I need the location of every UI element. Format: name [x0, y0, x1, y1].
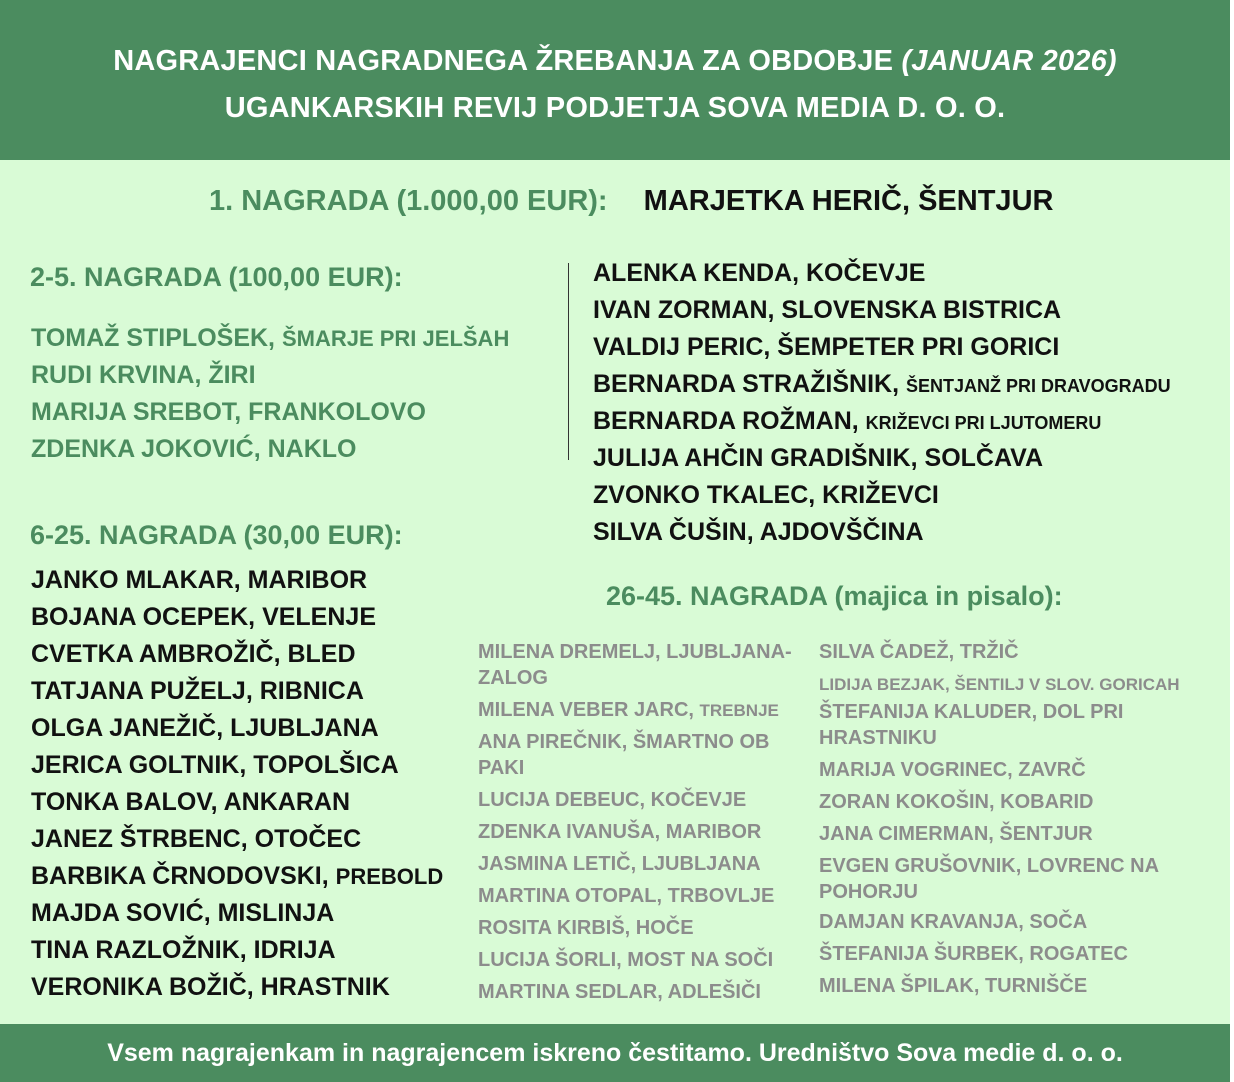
winner-name: OLGA JANEŽIČ,	[31, 714, 231, 742]
winner-place: ADLEŠIČI	[667, 981, 761, 1003]
winner-entry	[593, 480, 1171, 517]
winner-entry	[478, 640, 813, 691]
header-period: (JANUAR 2026)	[901, 45, 1117, 77]
winner-place: ŠENTILJ V SLOV. GORICAH	[954, 675, 1180, 694]
winner-entry	[478, 730, 813, 781]
winner-place: PREBOLD	[335, 864, 444, 889]
prize-6-25-list-right	[593, 258, 1171, 554]
header-title-line2: UGANKARSKIH REVIJ PODJETJA SOVA MEDIA D. O. O.	[224, 92, 1006, 124]
winner-name: SILVA ČUŠIN,	[593, 518, 760, 546]
winner-name: TOMAŽ STIPLOŠEK,	[31, 324, 282, 352]
winner-entry	[819, 700, 1224, 751]
winner-entry	[31, 323, 509, 360]
winner-name: JANKO MLAKAR,	[31, 566, 248, 594]
winner-name: BERNARDA ROŽMAN,	[593, 407, 866, 435]
winner-entry	[31, 434, 509, 471]
winner-entry	[31, 676, 443, 713]
winner-name: JERICA GOLTNIK,	[31, 751, 254, 779]
winner-place: KOČEVJE	[805, 259, 926, 287]
winner-entry	[31, 787, 443, 824]
winner-name: JASMINA LETIČ,	[478, 853, 642, 875]
winner-name: LUCIJA ŠORLI,	[478, 949, 628, 971]
winner-name: JANA CIMERMAN,	[819, 823, 1000, 845]
winner-place: ŽIRI	[208, 361, 256, 389]
winner-entry	[819, 790, 1224, 816]
winner-name: ANA PIREČNIK,	[478, 731, 633, 753]
winner-entry	[593, 517, 1171, 554]
winner-entry	[819, 942, 1224, 968]
winner-name: TONKA BALOV,	[31, 788, 224, 816]
winner-name: MARIJA VOGRINEC,	[819, 759, 1019, 781]
winner-place: HOČE	[635, 917, 694, 939]
winner-entry	[819, 640, 1224, 666]
winner-place: DOL PRI HRASTNIKU	[819, 701, 1124, 749]
header-title-line1	[0, 45, 1230, 78]
winner-place: ŠENTJUR	[999, 823, 1093, 845]
winner-place: SOLČAVA	[924, 444, 1044, 472]
winner-place: KOBARID	[1000, 791, 1094, 813]
winner-entry	[31, 565, 443, 602]
prize-2-5-list	[31, 323, 509, 471]
winner-place: NAKLO	[267, 435, 357, 463]
winner-name: JANEZ ŠTRBENC,	[31, 825, 255, 853]
winner-entry	[819, 672, 1224, 698]
winner-entry	[819, 974, 1224, 1000]
winner-entry	[478, 820, 813, 846]
winner-name: ZDENKA IVANUŠA,	[478, 821, 666, 843]
winner-name: CVETKA AMBROŽIČ,	[31, 640, 288, 668]
winner-place: TREBNJE	[699, 701, 779, 720]
winner-name: ZORAN KOKOŠIN,	[819, 791, 1001, 813]
winner-name: MARTINA SEDLAR,	[478, 981, 668, 1003]
winner-name: IVAN ZORMAN,	[593, 296, 782, 324]
winner-place: FRANKOLOVO	[248, 398, 426, 426]
winner-place: TURNIŠČE	[984, 975, 1088, 997]
prize-26-45-label: 26-45. NAGRADA (majica in pisalo):	[606, 581, 1063, 611]
winner-place: LJUBLJANA	[230, 714, 379, 742]
winner-entry	[593, 332, 1171, 369]
first-prize-label: 1. NAGRADA (1.000,00 EUR):	[209, 185, 608, 217]
header-banner	[0, 0, 1230, 160]
winner-entry	[478, 884, 813, 910]
prize-6-25-label: 6-25. NAGRADA (30,00 EUR):	[30, 520, 403, 550]
winner-name: BOJANA OCEPEK,	[31, 603, 263, 631]
prize-2-5-label: 2-5. NAGRADA (100,00 EUR):	[30, 262, 403, 292]
winner-entry	[31, 713, 443, 750]
winner-name: MILENA DREMELJ,	[478, 641, 667, 663]
winner-place: MARIBOR	[247, 566, 368, 594]
winner-name: MAJDA SOVIĆ,	[31, 899, 218, 927]
winner-entry	[593, 295, 1171, 332]
winner-entry	[478, 980, 813, 1006]
winner-name: ROSITA KIRBIŠ,	[478, 917, 636, 939]
winner-name: JULIJA AHČIN GRADIŠNIK,	[593, 444, 925, 472]
winner-entry	[819, 910, 1224, 936]
winner-place: HRASTNIK	[260, 973, 390, 1001]
winner-name: DAMJAN KRAVANJA,	[819, 911, 1030, 933]
winner-name: BARBIKA ČRNODOVSKI,	[31, 862, 336, 890]
winner-place: MISLINJA	[217, 899, 335, 927]
winner-entry	[478, 916, 813, 942]
winner-place: RIBNICA	[259, 677, 364, 705]
winner-place: KRIŽEVCI	[822, 481, 939, 509]
winner-place: LJUBLJANA	[641, 853, 761, 875]
winner-place: AJDOVŠČINA	[759, 518, 924, 546]
first-prize	[209, 185, 1053, 218]
winner-name: ŠTEFANIJA ŠURBEK,	[819, 943, 1030, 965]
winner-entry	[31, 639, 443, 676]
winner-entry	[31, 824, 443, 861]
winner-entry	[593, 258, 1171, 295]
winner-name: VERONIKA BOŽIČ,	[31, 973, 261, 1001]
winner-entry	[478, 698, 813, 724]
winner-place: TRBOVLJE	[667, 885, 775, 907]
winner-entry	[819, 822, 1224, 848]
winner-name: VALDIJ PERIC,	[593, 333, 778, 361]
winner-entry	[478, 788, 813, 814]
winner-name: EVGEN GRUŠOVNIK,	[819, 855, 1027, 877]
winner-name: TATJANA PUŽELJ,	[31, 677, 260, 705]
winner-entry	[593, 369, 1171, 406]
winner-place: KOČEVJE	[650, 789, 747, 811]
winner-name: ALENKA KENDA,	[593, 259, 806, 287]
winner-place: OTOČEC	[254, 825, 362, 853]
column-divider	[568, 263, 569, 460]
winner-place: KRIŽEVCI PRI LJUTOMERU	[865, 413, 1102, 433]
footer-congratulations: Vsem nagrajenkam in nagrajencem iskreno čestitamo. Uredništvo Sova medie d. o. o.	[0, 1024, 1230, 1082]
winner-entry	[31, 602, 443, 639]
winner-name: ZVONKO TKALEC,	[593, 481, 823, 509]
header-title-text: NAGRAJENCI NAGRADNEGA ŽREBANJA ZA OBDOBJE	[113, 45, 894, 77]
winner-entry	[478, 948, 813, 974]
winner-name: LIDIJA BEZJAK,	[819, 675, 955, 694]
winner-place: SLOVENSKA BISTRICA	[781, 296, 1062, 324]
winner-entry	[819, 854, 1224, 905]
winner-place: IDRIJA	[253, 936, 336, 964]
prize-6-25-list-left	[31, 565, 443, 1009]
winner-name: MILENA VEBER JARC,	[478, 699, 700, 721]
winner-place: VELENJE	[262, 603, 376, 631]
winner-place: LJUBLJANA-ZALOG	[478, 641, 792, 689]
winner-place: TOPOLŠICA	[253, 751, 399, 779]
winner-name: MARTINA OTOPAL,	[478, 885, 668, 907]
winner-entry	[31, 750, 443, 787]
winner-place: ŠEMPETER PRI GORICI	[777, 333, 1060, 361]
winner-entry	[31, 397, 509, 434]
winner-name: TINA RAZLOŽNIK,	[31, 936, 254, 964]
winner-entry	[31, 972, 443, 1009]
winner-place: MOST NA SOČI	[627, 949, 774, 971]
winner-name: BERNARDA STRAŽIŠNIK,	[593, 370, 906, 398]
winner-entry	[31, 861, 443, 898]
winner-name: MARIJA SREBOT,	[31, 398, 249, 426]
winner-place: BLED	[287, 640, 356, 668]
winner-name: SILVA ČADEŽ,	[819, 641, 960, 663]
winner-entry	[31, 360, 509, 397]
first-prize-winner: MARJETKA HERIČ, ŠENTJUR	[643, 185, 1054, 217]
winner-entry	[819, 758, 1224, 784]
winner-place: MARIBOR	[665, 821, 762, 843]
winner-name: ŠTEFANIJA KALUDER,	[819, 701, 1043, 723]
winner-place: ŠENTJANŽ PRI DRAVOGRADU	[905, 376, 1171, 396]
winner-entry	[593, 406, 1171, 443]
winner-entry	[31, 898, 443, 935]
winner-entry	[31, 935, 443, 972]
winner-name: LUCIJA DEBEUC,	[478, 789, 651, 811]
winner-name: MILENA ŠPILAK,	[819, 975, 985, 997]
winner-place: ŠMARTNO OB PAKI	[478, 731, 770, 779]
winner-place: ROGATEC	[1029, 943, 1128, 965]
winner-place: ANKARAN	[223, 788, 351, 816]
winner-place: SOČA	[1029, 911, 1088, 933]
winner-place: TRŽIČ	[959, 641, 1019, 663]
winner-place: LOVRENC NA POHORJU	[819, 855, 1159, 903]
winner-name: ZDENKA JOKOVIĆ,	[31, 435, 268, 463]
winner-name: RUDI KRVINA,	[31, 361, 209, 389]
winner-place: ŠMARJE PRI JELŠAH	[281, 326, 510, 351]
winner-entry	[593, 443, 1171, 480]
winner-entry	[478, 852, 813, 878]
winner-place: ZAVRČ	[1018, 759, 1086, 781]
